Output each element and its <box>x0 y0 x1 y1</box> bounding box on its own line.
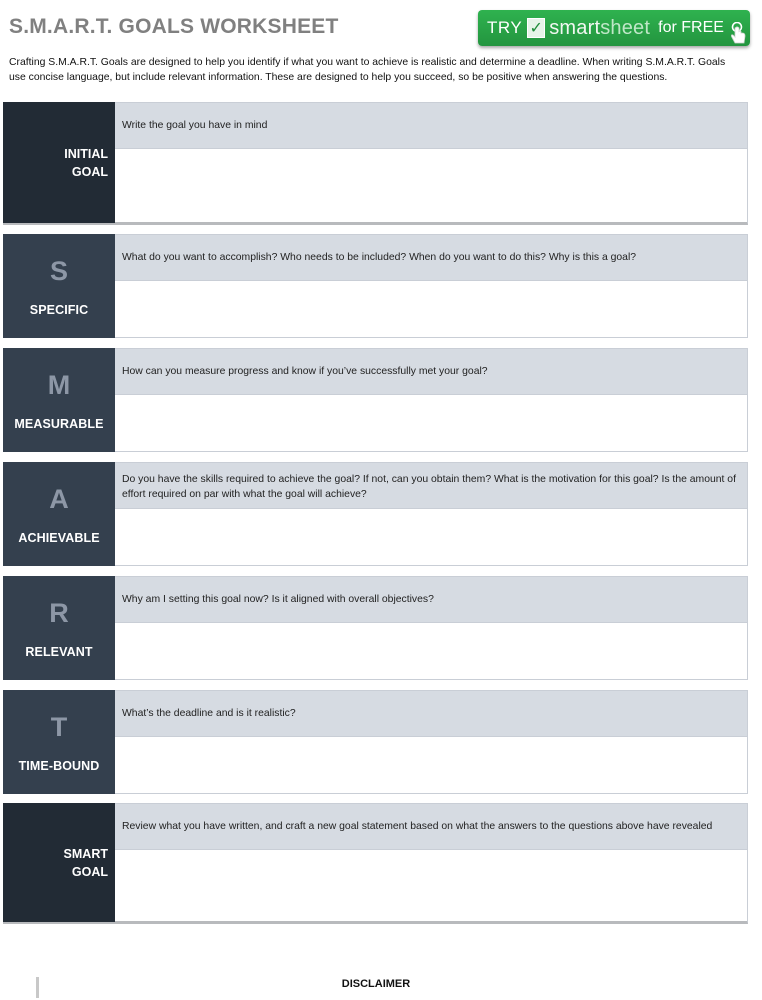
achievable-label-cell <box>3 462 115 566</box>
initial-goal-prompt: Write the goal you have in mind <box>115 102 748 149</box>
measurable-section <box>3 348 748 452</box>
initial-goal-section <box>3 102 748 225</box>
smart-goal-label-line1: SMART <box>63 846 108 861</box>
relevant-label: RELEVANT <box>25 644 93 659</box>
achievable-letter: A <box>49 483 69 514</box>
try-smartsheet-button[interactable] <box>478 10 750 46</box>
initial-goal-label-line2: GOAL <box>71 164 108 179</box>
time-bound-letter: T <box>50 711 68 742</box>
page-title: S.M.A.R.T. GOALS WORKSHEET <box>9 15 339 38</box>
relevant-section <box>3 576 748 680</box>
time-bound-label-cell <box>3 690 115 794</box>
specific-label: SPECIFIC <box>29 302 89 317</box>
disclaimer-heading: DISCLAIMER <box>341 978 411 990</box>
achievable-section <box>3 462 748 566</box>
measurable-prompt: How can you measure progress and know if you’ve successfully met your goal? <box>115 348 748 395</box>
measurable-label: MEASURABLE <box>14 416 104 431</box>
time-bound-section <box>3 690 748 794</box>
smart-goal-section <box>3 803 748 924</box>
intro-paragraph: Crafting S.M.A.R.T. Goals are designed to help you identify if what you want to achieve is realistic and determine a deadline. When writing S.M.A.R.T. Goals use concise language, but include relevant information. These are designed to help you succeed, so be positive when answering the questions. <box>9 57 726 83</box>
relevant-prompt: Why am I setting this goal now? Is it aligned with overall objectives? <box>115 576 748 623</box>
measurable-label-cell <box>3 348 115 452</box>
relevant-label-cell <box>3 576 115 680</box>
hand-cursor-icon <box>730 22 748 51</box>
cta-free-label: for FREE <box>658 19 724 36</box>
cta-try-label: TRY <box>487 18 523 37</box>
specific-prompt: What do you want to accomplish? Who needs to be included? When do you want to do this? Why is this a goal? <box>115 234 748 281</box>
smartsheet-logo-sheet: sheet <box>600 16 651 39</box>
smart-goal-label-cell <box>3 803 115 924</box>
smartsheet-logo-smart: smart <box>549 16 601 39</box>
specific-section <box>3 234 748 338</box>
checkmark-icon: ✓ <box>527 18 545 38</box>
time-bound-label: TIME-BOUND <box>18 758 100 773</box>
measurable-answer-field[interactable] <box>115 395 748 452</box>
time-bound-prompt: What’s the deadline and is it realistic? <box>115 690 748 737</box>
initial-goal-answer-field[interactable] <box>115 149 748 225</box>
specific-answer-field[interactable] <box>115 281 748 338</box>
measurable-letter: M <box>47 369 71 400</box>
initial-goal-label-cell <box>3 102 115 225</box>
achievable-answer-field[interactable] <box>115 509 748 566</box>
smart-goal-answer-field[interactable] <box>115 850 748 924</box>
initial-goal-label-line1: INITIAL <box>64 146 108 161</box>
achievable-prompt: Do you have the skills required to achieve the goal? If not, can you obtain them? What is the motivation for this goal? Is the amount of effort required on par with what the goal will achieve? <box>115 462 748 509</box>
relevant-answer-field[interactable] <box>115 623 748 680</box>
specific-label-cell <box>3 234 115 338</box>
achievable-label: ACHIEVABLE <box>18 530 100 545</box>
time-bound-answer-field[interactable] <box>115 737 748 794</box>
smart-goal-prompt: Review what you have written, and craft a new goal statement based on what the answers to the questions above have revealed <box>115 803 748 850</box>
specific-letter: S <box>49 255 68 286</box>
smart-goal-label-line2: GOAL <box>71 864 108 879</box>
relevant-letter: R <box>49 597 69 628</box>
